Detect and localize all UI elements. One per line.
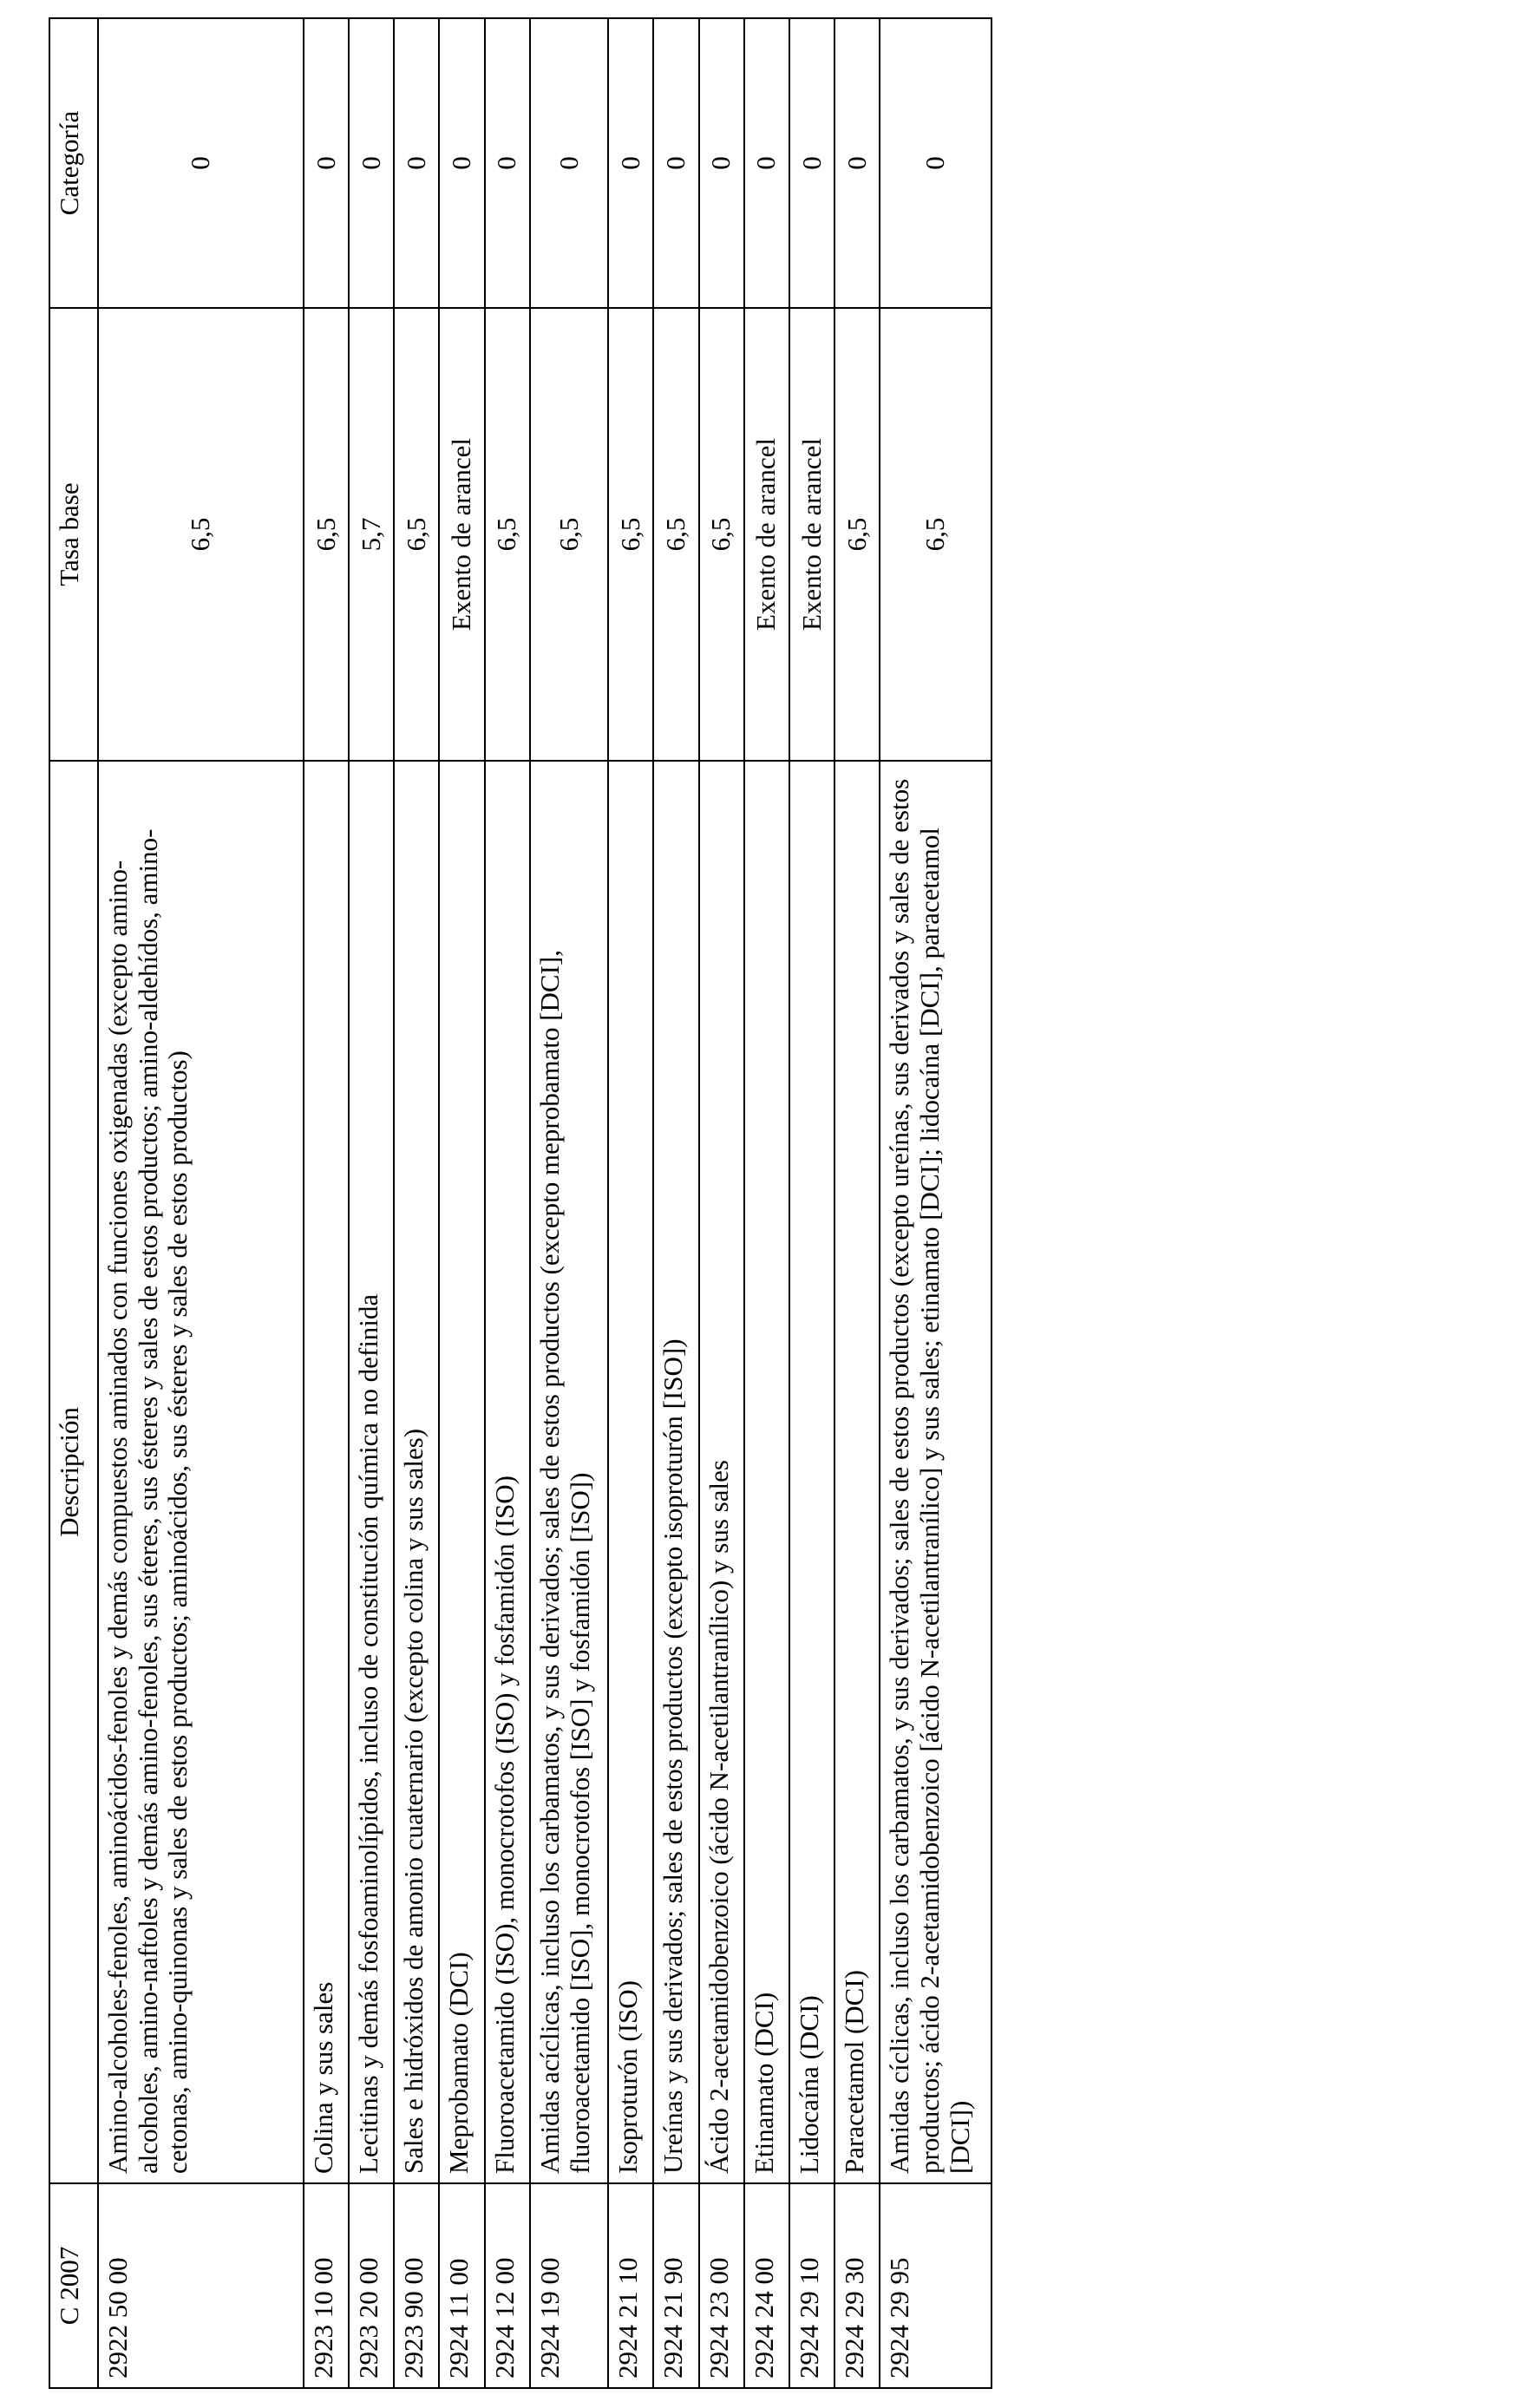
cell-code: 2923 20 00 (349, 2183, 394, 2388)
cell-base-rate: 6,5 (699, 308, 744, 761)
cell-category: 0 (439, 18, 484, 308)
cell-category: 0 (608, 18, 653, 308)
cell-description: Ureínas y sus derivados; sales de estos productos (excepto isoproturón [ISO]) (653, 761, 698, 2183)
table-row (304, 18, 349, 2388)
header-row (49, 18, 98, 2388)
cell-category: 0 (653, 18, 698, 308)
table-row (349, 18, 394, 2388)
table-row (834, 18, 880, 2388)
cell-code: 2924 11 00 (439, 2183, 484, 2388)
cell-category: 0 (530, 18, 608, 308)
cell-base-rate: 6,5 (653, 308, 698, 761)
cell-category: 0 (699, 18, 744, 308)
cell-code: 2924 12 00 (485, 2183, 530, 2388)
table-row (744, 18, 789, 2388)
cell-code: 2923 10 00 (304, 2183, 349, 2388)
cell-description: Lidocaína (DCI) (789, 761, 834, 2183)
cell-code: 2924 29 30 (834, 2183, 880, 2388)
table-row (880, 18, 992, 2388)
cell-code: 2924 24 00 (744, 2183, 789, 2388)
table-header (49, 18, 98, 2388)
cell-description: Amino-alcoholes-fenoles, aminoácidos-fenoles y demás compuestos aminados con funciones oxigenadas (excepto amino-alcoholes, amino-naftoles y demás amino-fenoles, sus éteres, sus ésteres y sales de estos productos; amino-aldehídos, amino-cetonas, amino-quinonas y sales de estos productos; aminoácidos, sus ésteres y sales de estos productos) (98, 761, 304, 2183)
table-row (439, 18, 484, 2388)
cell-description: Isoproturón (ISO) (608, 761, 653, 2183)
cell-category: 0 (394, 18, 439, 308)
header-code: C 2007 (49, 2183, 98, 2388)
cell-category: 0 (789, 18, 834, 308)
cell-code: 2923 90 00 (394, 2183, 439, 2388)
header-description: Descripción (49, 761, 98, 2183)
header-base-rate: Tasa base (49, 308, 98, 761)
table-row (608, 18, 653, 2388)
cell-base-rate: 5,7 (349, 308, 394, 761)
table-row (699, 18, 744, 2388)
cell-base-rate: Exento de arancel (744, 308, 789, 761)
table-row (485, 18, 530, 2388)
cell-description: Sales e hidróxidos de amonio cuaternario (excepto colina y sus sales) (394, 761, 439, 2183)
cell-code: 2922 50 00 (98, 2183, 304, 2388)
cell-description: Etinamato (DCI) (744, 761, 789, 2183)
cell-description: Lecitinas y demás fosfoaminolípidos, incluso de constitución química no definida (349, 761, 394, 2183)
cell-code: 2924 21 90 (653, 2183, 698, 2388)
cell-category: 0 (744, 18, 789, 308)
header-category: Categoría (49, 18, 98, 308)
cell-base-rate: 6,5 (608, 308, 653, 761)
cell-code: 2924 29 95 (880, 2183, 992, 2388)
cell-category: 0 (304, 18, 349, 308)
cell-category: 0 (485, 18, 530, 308)
cell-base-rate: 6,5 (485, 308, 530, 761)
cell-description: Colina y sus sales (304, 761, 349, 2183)
cell-code: 2924 19 00 (530, 2183, 608, 2388)
cell-base-rate: Exento de arancel (439, 308, 484, 761)
cell-code: 2924 23 00 (699, 2183, 744, 2388)
table-row (789, 18, 834, 2388)
cell-base-rate: 6,5 (98, 308, 304, 761)
cell-code: 2924 21 10 (608, 2183, 653, 2388)
cell-code: 2924 29 10 (789, 2183, 834, 2388)
cell-base-rate: 6,5 (304, 308, 349, 761)
cell-category: 0 (98, 18, 304, 308)
cell-description: Amidas cíclicas, incluso los carbamatos, y sus derivados; sales de estos productos (excepto ureínas, sus derivados y sales de estos productos; ácido 2-acetamidobenzoico [ácido N-acetilantranílico] y sus sales; etinamato [DCI]; lidocaína [DCI], paracetamol [DCI]) (880, 761, 992, 2183)
cell-base-rate: Exento de arancel (789, 308, 834, 761)
table-row (98, 18, 304, 2388)
cell-description: Paracetamol (DCI) (834, 761, 880, 2183)
table-body (98, 18, 992, 2388)
cell-base-rate: 6,5 (834, 308, 880, 761)
cell-category: 0 (349, 18, 394, 308)
cell-base-rate: 6,5 (394, 308, 439, 761)
table-row (653, 18, 698, 2388)
cell-base-rate: 6,5 (880, 308, 992, 761)
tariff-table (49, 17, 992, 2389)
cell-base-rate: 6,5 (530, 308, 608, 761)
cell-description: Ácido 2-acetamidobenzoico (ácido N-acetilantranílico) y sus sales (699, 761, 744, 2183)
cell-description: Amidas acíclicas, incluso los carbamatos, y sus derivados; sales de estos productos (excepto meprobamato [DCI], fluoroacetamido [ISO], monocrotofos [ISO] y fosfamidón [ISO]) (530, 761, 608, 2183)
cell-description: Meprobamato (DCI) (439, 761, 484, 2183)
cell-description: Fluoroacetamido (ISO), monocrotofos (ISO) y fosfamidón (ISO) (485, 761, 530, 2183)
cell-category: 0 (880, 18, 992, 308)
table-row (394, 18, 439, 2388)
table-row (530, 18, 608, 2388)
cell-category: 0 (834, 18, 880, 308)
